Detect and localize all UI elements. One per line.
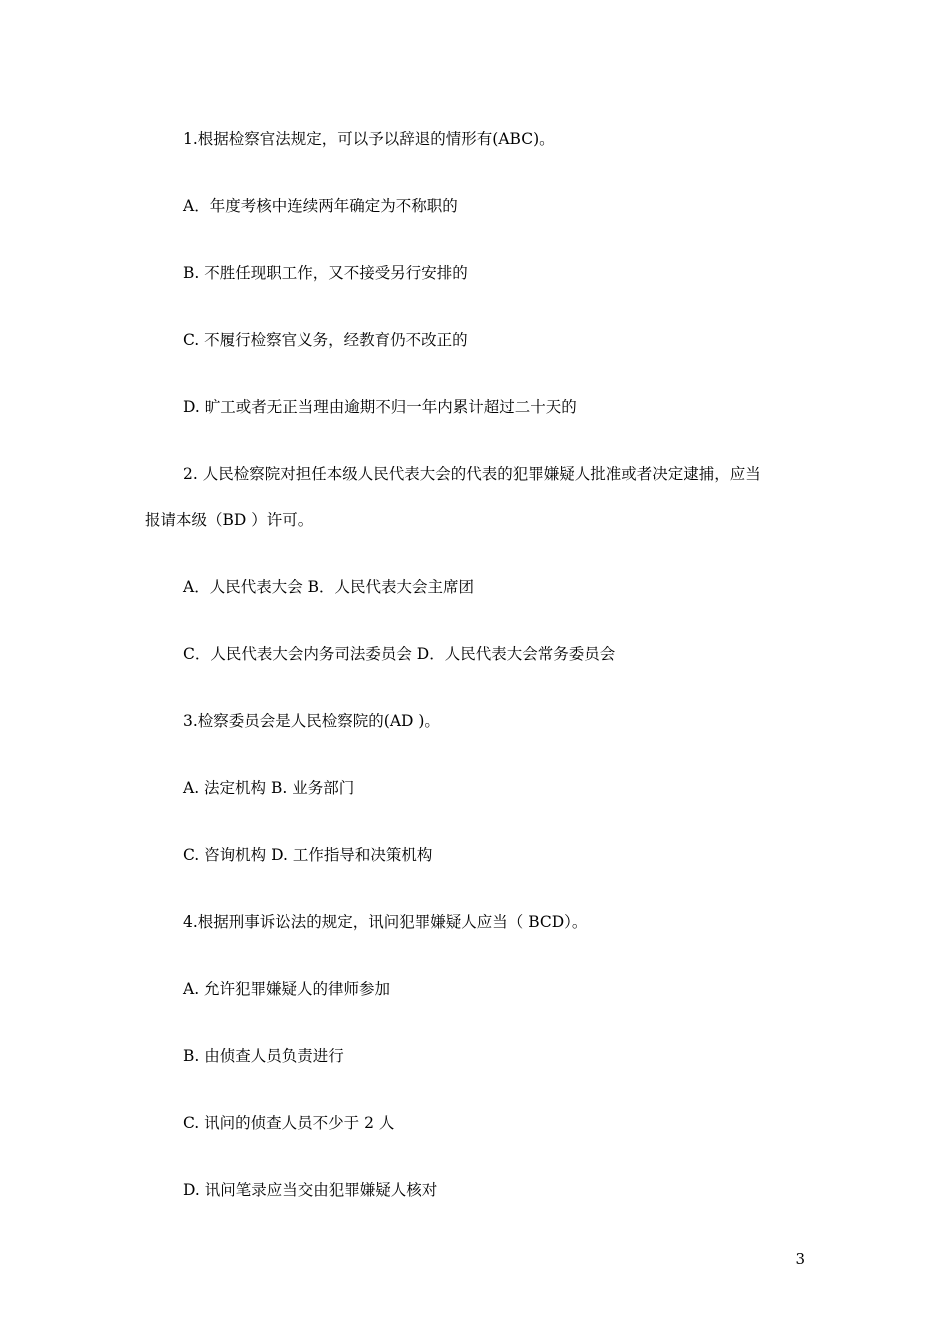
question-3-options-cd: C. 咨询机构 D. 工作指导和决策机构 xyxy=(183,846,433,864)
question-1-option-a: A．年度考核中连续两年确定为不称职的 xyxy=(183,197,458,215)
question-1-stem: 1.根据检察官法规定，可以予以辞退的情形有(ABC)。 xyxy=(183,130,555,148)
question-2-options-ab: A．人民代表大会 B．人民代表大会主席团 xyxy=(183,578,475,596)
question-4-option-a: A. 允许犯罪嫌疑人的律师参加 xyxy=(183,980,391,998)
question-4-option-d: D. 讯问笔录应当交由犯罪嫌疑人核对 xyxy=(183,1181,438,1199)
question-4-stem: 4.根据刑事诉讼法的规定，讯问犯罪嫌疑人应当（ BCD）。 xyxy=(183,913,588,931)
question-1-option-b: B. 不胜任现职工作，又不接受另行安排的 xyxy=(183,264,468,282)
question-3-options-ab: A. 法定机构 B. 业务部门 xyxy=(183,779,355,797)
question-1-option-d: D. 旷工或者无正当理由逾期不归一年内累计超过二十天的 xyxy=(183,398,577,416)
question-3-stem: 3.检察委员会是人民检察院的(AD )。 xyxy=(183,712,440,730)
question-1-option-c: C. 不履行检察官义务，经教育仍不改正的 xyxy=(183,331,468,349)
question-2-options-cd: C．人民代表大会内务司法委员会 D．人民代表大会常务委员会 xyxy=(183,645,616,663)
question-2-stem: 2. 人民检察院对担任本级人民代表大会的代表的犯罪嫌疑人批准或者决定逮捕，应当 xyxy=(183,465,761,483)
page-number: 3 xyxy=(795,1250,805,1268)
question-4-option-c: C. 讯问的侦查人员不少于 2 人 xyxy=(183,1114,395,1132)
question-2-stem-continued: 报请本级（BD ）许可。 xyxy=(145,511,314,529)
question-4-option-b: B. 由侦查人员负责进行 xyxy=(183,1047,344,1065)
